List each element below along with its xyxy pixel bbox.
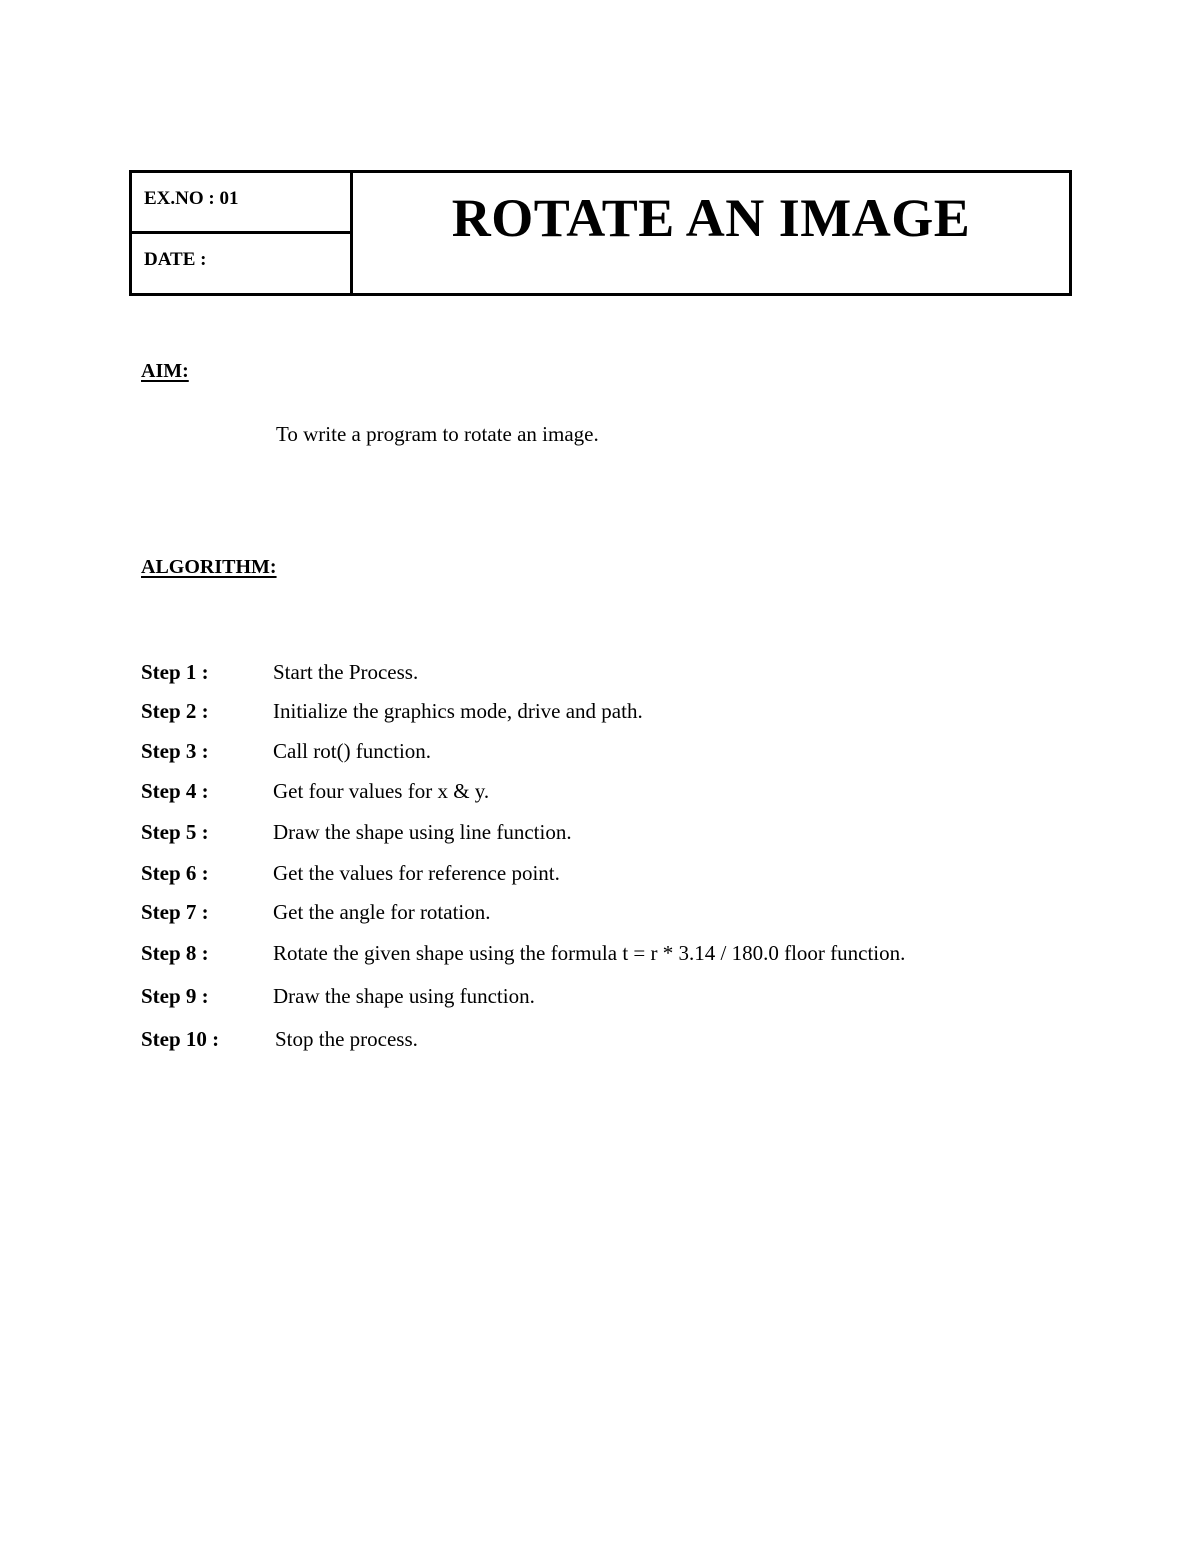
- aim-text: To write a program to rotate an image.: [276, 422, 599, 446]
- step-text: Get four values for x & y.: [273, 779, 490, 803]
- step-label: Step 6 :: [141, 861, 209, 885]
- step-text: Get the values for reference point.: [273, 861, 560, 885]
- step-text: Call rot() function.: [273, 739, 432, 763]
- step-row: [141, 779, 1101, 807]
- step-row: [141, 861, 1101, 889]
- algorithm-heading: ALGORITHM:: [141, 556, 277, 578]
- page-title: ROTATE AN IMAGE: [451, 188, 971, 248]
- step-label: Step 7 :: [141, 900, 209, 924]
- step-row: [141, 660, 1101, 688]
- step-label: Step 2 :: [141, 699, 209, 723]
- step-row: [141, 820, 1101, 848]
- step-label: Step 3 :: [141, 739, 209, 763]
- step-text: Draw the shape using function.: [273, 984, 535, 1008]
- exercise-number: EX.NO : 01: [132, 173, 350, 234]
- step-text: Draw the shape using line function.: [273, 820, 572, 844]
- step-text: Get the angle for rotation.: [273, 900, 491, 924]
- step-label: Step 10 :: [141, 1027, 220, 1051]
- step-text: Stop the process.: [275, 1027, 418, 1051]
- step-label: Step 4 :: [141, 779, 209, 803]
- header-box: [129, 170, 1072, 296]
- header-left-column: [132, 173, 353, 293]
- step-text: Rotate the given shape using the formula t = r * 3.14 / 180.0 floor function.: [273, 941, 906, 965]
- step-label: Step 1 :: [141, 660, 209, 684]
- step-row: [141, 1027, 1101, 1055]
- step-label: Step 5 :: [141, 820, 209, 844]
- date-field: DATE :: [144, 249, 207, 270]
- step-row: [141, 984, 1101, 1012]
- step-label: Step 8 :: [141, 941, 209, 965]
- step-text: Initialize the graphics mode, drive and path.: [273, 699, 643, 723]
- step-row: [141, 900, 1101, 928]
- aim-heading: AIM:: [141, 360, 189, 382]
- step-row: [141, 739, 1101, 767]
- step-label: Step 9 :: [141, 984, 209, 1008]
- step-row: [141, 941, 1101, 969]
- step-row: [141, 699, 1101, 727]
- step-text: Start the Process.: [273, 660, 419, 684]
